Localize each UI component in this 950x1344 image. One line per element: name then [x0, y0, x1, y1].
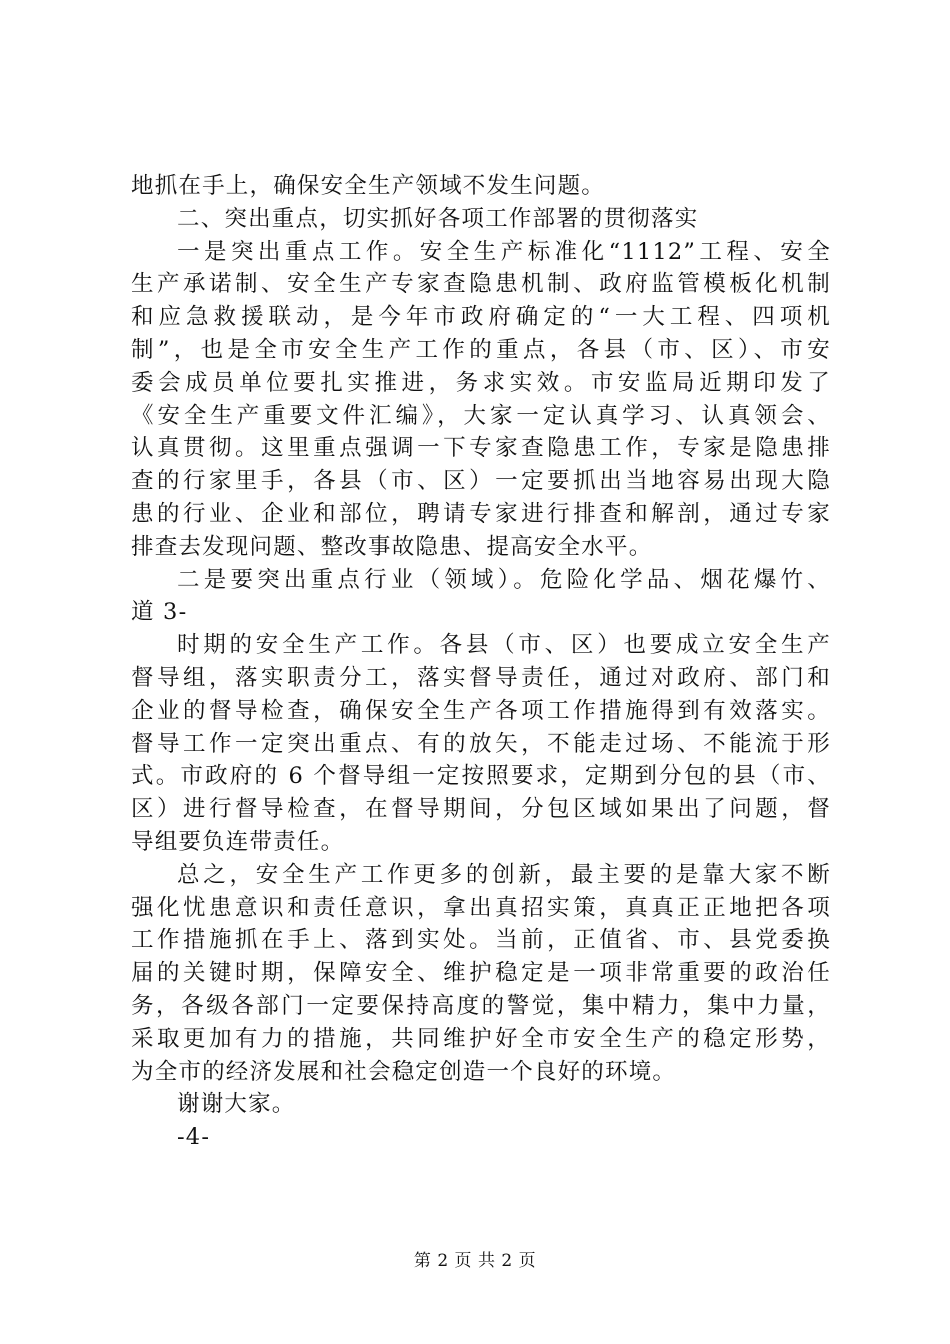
text-line: 为全市的经济发展和社会稳定创造一个良好的环境。: [131, 1058, 677, 1085]
text-line: 排查去发现问题、整改事故隐患、提高安全水平。: [131, 533, 653, 560]
text-line: 时期的安全生产工作。各县（市、区）也要成立安全生产: [177, 632, 831, 659]
text-line: 地抓在手上，确保安全生产领域不发生问题。: [131, 173, 606, 199]
text-line: 企业的督导检查，确保安全生产各项工作措施得到有效落实。: [131, 697, 831, 724]
text-line: 谢谢大家。: [177, 1091, 296, 1118]
text-line: 二是要突出重点行业（领域）。危险化学品、烟花爆竹、: [177, 566, 831, 593]
text-line: 区）进行督导检查，在督导期间，分包区域如果出了问题，督: [131, 796, 831, 823]
text-line: 采取更加有力的措施，共同维护好全市安全生产的稳定形势，: [131, 1025, 831, 1052]
text-line: 《安全生产重要文件汇编》，大家一定认真学习、认真领会、: [131, 402, 831, 429]
text-line: 制”，也是全市安全生产工作的重点，各县（市、区）、市安: [131, 336, 831, 363]
text-line: 导组要负连带责任。: [131, 828, 345, 855]
text-line: 认真贯彻。这里重点强调一下专家查隐患工作，专家是隐患排: [131, 435, 831, 462]
text-line: 强化忧患意识和责任意识，拿出真招实策，真真正正地把各项: [131, 894, 831, 921]
text-line: 式。市政府的 6 个督导组一定按照要求，定期到分包的县（市、: [131, 763, 831, 790]
text-line: 二、突出重点，切实抓好各项工作部署的贯彻落实: [177, 205, 699, 232]
body-text: [131, 170, 831, 1154]
text-line: 道 3-: [131, 599, 188, 626]
text-line: 患的行业、企业和部位，聘请专家进行排查和解剖，通过专家: [131, 500, 831, 527]
text-line: 委会成员单位要扎实推进，务求实效。市安监局近期印发了: [131, 369, 831, 396]
text-line: 总之，安全生产工作更多的创新，最主要的是靠大家不断: [177, 861, 831, 888]
page-footer: 第 2 页 共 2 页: [413, 1251, 537, 1271]
text-line: 督导工作一定突出重点、有的放矢，不能走过场、不能流于形: [131, 730, 831, 757]
text-line: 和应急救援联动，是今年市政府确定的“一大工程、四项机: [131, 304, 831, 331]
text-line: 查的行家里手，各县（市、区）一定要抓出当地容易出现大隐: [131, 468, 831, 495]
text-line: 工作措施抓在手上、落到实处。当前，正值省、市、县党委换: [131, 927, 831, 954]
text-line: 生产承诺制、安全生产专家查隐患机制、政府监管模板化机制: [131, 271, 831, 298]
text-line: 届的关键时期，保障安全、维护稳定是一项非常重要的政治任: [131, 960, 831, 987]
text-line: -4-: [177, 1124, 211, 1151]
text-line: 一是突出重点工作。安全生产标准化“1112”工程、安全: [177, 238, 831, 265]
text-line: 务，各级各部门一定要保持高度的警觉，集中精力，集中力量，: [131, 992, 831, 1019]
text-line: 督导组，落实职责分工，落实督导责任，通过对政府、部门和: [131, 664, 831, 691]
